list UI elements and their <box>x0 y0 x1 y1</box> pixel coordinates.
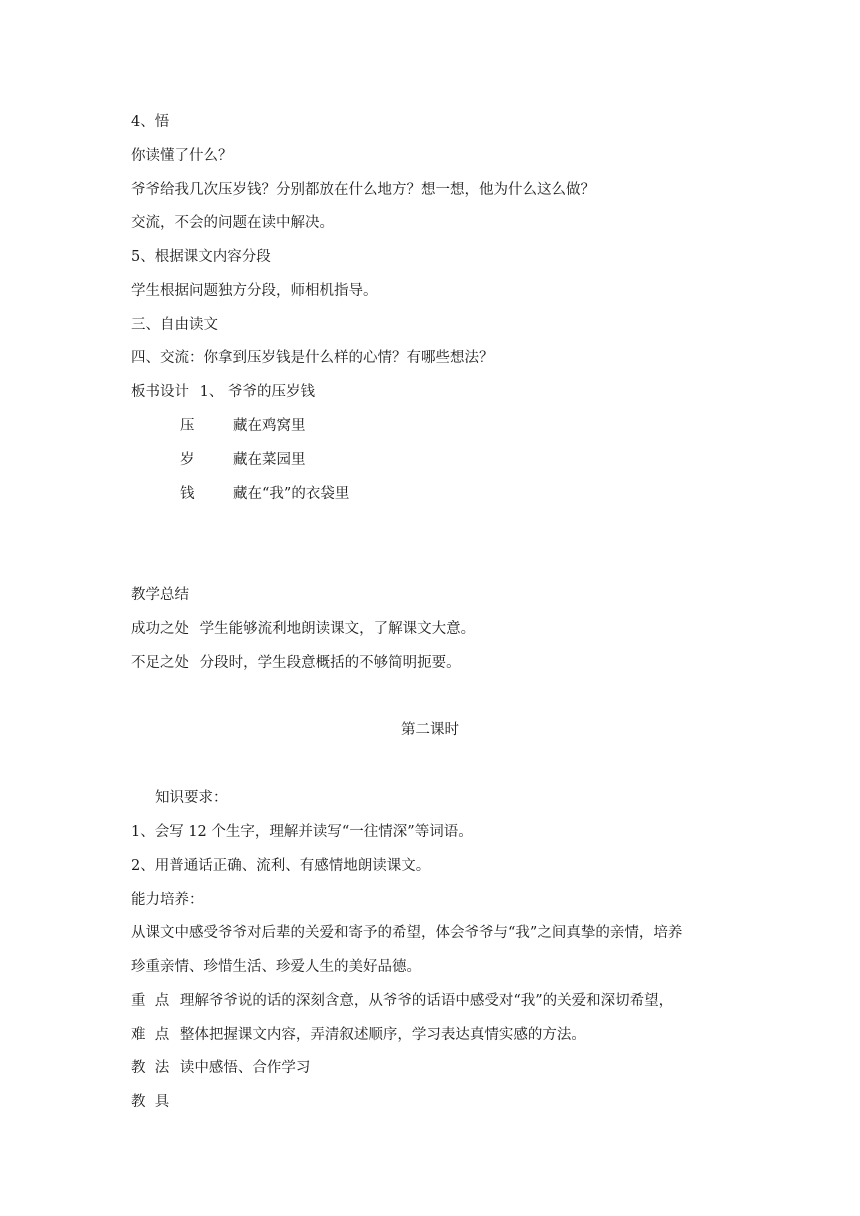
shortfall-text: 分段时，学生段意概括的不够简明扼要。 <box>199 655 461 671</box>
board-row-char: 钱 <box>180 486 195 502</box>
success-label: 成功之处 <box>131 621 189 637</box>
summary-success <box>131 619 475 639</box>
step5-title: 5、根据课文内容分段 <box>131 249 271 265</box>
teaching-tools-label: 教 具 <box>131 1094 170 1110</box>
step4-title: 4、悟 <box>131 114 170 130</box>
lesson-two-title: 第二课时 <box>401 722 459 738</box>
board-design-label: 板书设计 <box>131 384 189 400</box>
summary-heading: 教学总结 <box>131 587 189 603</box>
question-understood: 你读懂了什么？ <box>131 148 233 164</box>
step5-detail: 学生根据问题独方分段，师相机指导。 <box>131 283 378 299</box>
key-point-label: 重 点 <box>131 993 170 1009</box>
teaching-method-label: 教 法 <box>131 1060 170 1076</box>
difficult-point-label: 难 点 <box>131 1027 170 1043</box>
ability-text-line1: 从课文中感受爷爷对后辈的关爱和寄予的希望，体会爷爷与“我”之间真挚的亲情，培养 <box>131 925 683 941</box>
knowledge-item-1: 1、会写 12 个生字，理解并读写“一往情深”等词语。 <box>131 824 473 840</box>
ability-heading: 能力培养： <box>131 892 204 908</box>
summary-shortfall <box>131 653 461 673</box>
teaching-method-text: 读中感悟、合作学习 <box>179 1060 311 1076</box>
teaching-method <box>131 1058 310 1078</box>
shortfall-label: 不足之处 <box>131 655 189 671</box>
ability-text-line2: 珍重亲情、珍惜生活、珍爱人生的美好品德。 <box>131 959 421 975</box>
difficult-point <box>131 1025 586 1045</box>
board-row-text: 藏在“我”的衣袋里 <box>233 486 350 502</box>
difficult-point-text: 整体把握课文内容，弄清叙述顺序，学习表达真情实感的方法。 <box>179 1027 586 1043</box>
board-row-text: 藏在鸡窝里 <box>233 418 306 434</box>
key-point <box>131 991 673 1011</box>
knowledge-heading: 知识要求： <box>155 790 228 806</box>
board-row-text: 藏在菜园里 <box>233 452 306 468</box>
key-point-text: 理解爷爷说的话的深刻含意，从爷爷的话语中感受对“我”的关爱和深切希望， <box>179 993 674 1009</box>
board-design-heading <box>131 382 315 402</box>
part3-heading: 三、自由读文 <box>131 317 218 333</box>
question-money: 爷爷给我几次压岁钱？分别都放在什么地方？想一想，他为什么这么做？ <box>131 182 595 198</box>
success-text: 学生能够流利地朗读课文，了解课文大意。 <box>199 621 476 637</box>
board-row-char: 压 <box>180 418 195 434</box>
part4-heading: 四、交流：你拿到压岁钱是什么样的心情？有哪些想法？ <box>131 350 494 366</box>
exchange-line: 交流，不会的问题在读中解决。 <box>131 215 334 231</box>
board-row-char: 岁 <box>180 452 195 468</box>
board-design-title: 1、 爷爷的压岁钱 <box>199 384 315 400</box>
knowledge-item-2: 2、用普通话正确、流利、有感情地朗读课文。 <box>131 858 431 874</box>
